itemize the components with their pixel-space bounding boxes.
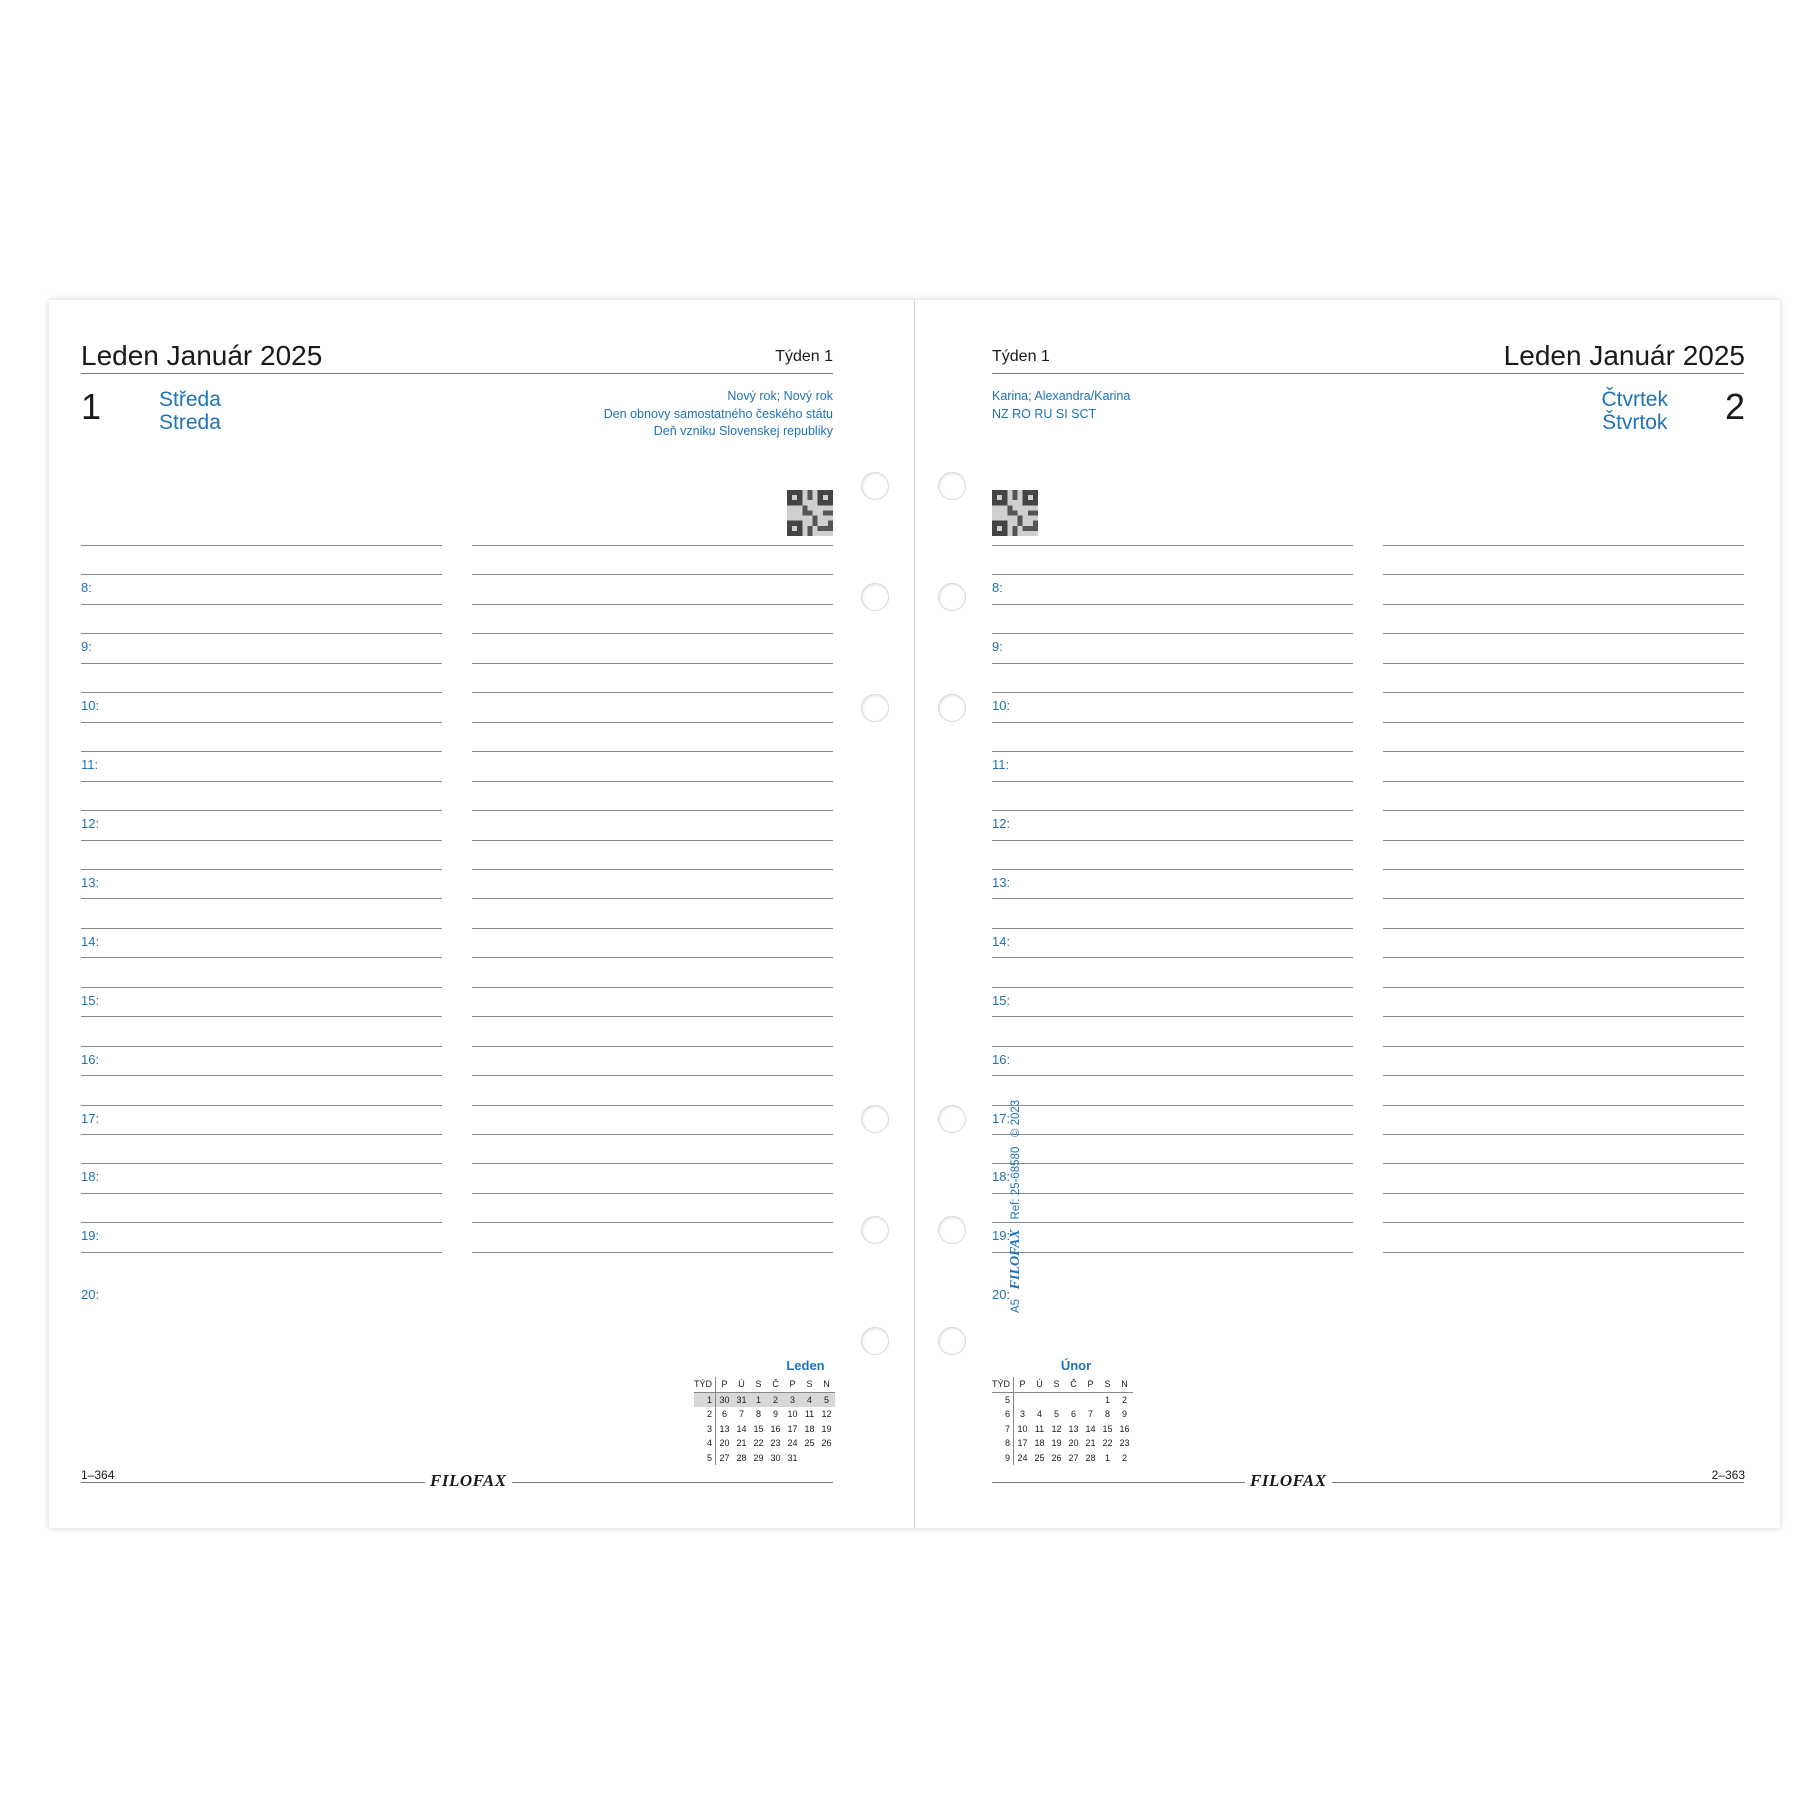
- mini-calendar-day: 21: [1085, 1438, 1096, 1448]
- mini-calendar-day: 1: [750, 1392, 767, 1407]
- mini-calendar-day: 12: [821, 1409, 832, 1419]
- mini-calendar-day: [1082, 1392, 1099, 1407]
- hour-label: 11:: [992, 757, 1010, 773]
- ruled-line: [81, 928, 442, 929]
- ruled-line: [472, 692, 833, 693]
- mini-calendar-week-row: [694, 1451, 835, 1466]
- mini-calendar-day: 5: [818, 1392, 835, 1407]
- ruled-line: [1383, 869, 1744, 870]
- mini-calendar-week-number: 7: [992, 1422, 1014, 1437]
- ruled-line: [1383, 810, 1744, 811]
- hour-label: 13:: [81, 874, 100, 890]
- ruled-line: [992, 1252, 1353, 1253]
- ruled-line: [472, 633, 833, 634]
- binder-hole: [938, 472, 966, 500]
- mini-calendar-day: 14: [736, 1423, 747, 1434]
- mini-calendar-day: [1065, 1392, 1082, 1407]
- ruled-line: [81, 633, 442, 634]
- mini-calendar-day: 14: [1085, 1423, 1096, 1434]
- mini-calendar-week-number: 5: [992, 1392, 1014, 1407]
- mini-calendar-day: 17: [1017, 1438, 1028, 1448]
- ruled-line: [1383, 1163, 1744, 1164]
- ruled-line: [472, 1163, 833, 1164]
- day-number: 1: [81, 386, 102, 427]
- mini-calendar-week-number: 3: [694, 1422, 716, 1437]
- ruled-line: [81, 810, 442, 811]
- mini-calendar-day: 19: [821, 1423, 832, 1434]
- mini-calendar-month: Únor: [1060, 1358, 1092, 1373]
- mini-calendar-week-number: 8: [992, 1436, 1014, 1451]
- ruled-line: [81, 1016, 442, 1017]
- right-page: [915, 300, 1780, 1528]
- mini-calendar-day: 26: [821, 1438, 832, 1448]
- ruled-line: [81, 545, 442, 546]
- mini-calendar-day: 8: [755, 1409, 761, 1419]
- ruled-line: [81, 987, 442, 988]
- hour-label: 12:: [81, 816, 100, 832]
- day-number: 2: [1724, 386, 1745, 427]
- ruled-line: [81, 751, 442, 752]
- ruled-line: [1383, 633, 1744, 634]
- ruled-line: [472, 928, 833, 929]
- hour-label: 15:: [992, 992, 1011, 1008]
- day-name-cz: Středa: [159, 388, 221, 411]
- hour-label: 10:: [81, 698, 100, 714]
- ruled-line: [81, 898, 442, 899]
- hour-label: 14:: [992, 933, 1011, 949]
- mini-calendar-day: 25: [1034, 1452, 1045, 1463]
- ruled-line: [1383, 722, 1744, 723]
- mini-calendar-header: Ú: [733, 1377, 750, 1392]
- ruled-line: [81, 1046, 442, 1047]
- mini-calendar-day: 6: [721, 1409, 727, 1419]
- ruled-line: [1383, 957, 1744, 958]
- mini-calendar-header: S: [1048, 1377, 1065, 1392]
- ruled-line: [81, 840, 442, 841]
- ruled-line: [472, 840, 833, 841]
- mini-calendar-day: 15: [1102, 1423, 1113, 1434]
- mini-calendar-day: 19: [1051, 1438, 1062, 1448]
- mini-calendar-week-row: [992, 1451, 1133, 1466]
- ruled-line: [1383, 1193, 1744, 1194]
- week-label: Týden 1: [775, 348, 833, 365]
- mini-calendar-header: N: [818, 1377, 835, 1392]
- spine-size: A5: [1010, 1298, 1022, 1313]
- binder-hole: [861, 694, 889, 722]
- page-number: 2–363: [1711, 1468, 1745, 1482]
- ruled-line: [992, 1046, 1353, 1047]
- ruled-line: [992, 1222, 1353, 1223]
- mini-calendar-day: 22: [1102, 1438, 1113, 1448]
- brand-logo: FILOFAX: [425, 1471, 512, 1491]
- ruled-line: [992, 663, 1353, 664]
- mini-calendar-day: [801, 1451, 818, 1466]
- name-day-note: NZ RO RU SI SCT: [992, 406, 1097, 421]
- mini-calendar-day: 13: [719, 1423, 730, 1434]
- ruled-line: [472, 1193, 833, 1194]
- month-title: Leden Január 2025: [81, 340, 323, 371]
- ruled-line: [81, 1252, 442, 1253]
- ruled-line: [472, 869, 833, 870]
- spine-ref: Ref: 25-68580: [1010, 1146, 1022, 1220]
- mini-calendar-day: 28: [1085, 1452, 1096, 1463]
- mini-calendar-day: 3: [1019, 1409, 1025, 1419]
- footer-rule: [992, 1482, 1744, 1483]
- ruled-line: [472, 1252, 833, 1253]
- holiday-note: Deň vzniku Slovenskej republiky: [653, 424, 833, 438]
- mini-calendar-week-number: 4: [694, 1436, 716, 1451]
- ruled-line: [1383, 751, 1744, 752]
- qr-code: [992, 490, 1038, 536]
- mini-calendar-week-row: [694, 1422, 835, 1437]
- mini-calendar-day: 30: [770, 1452, 781, 1463]
- ruled-line: [472, 1075, 833, 1076]
- mini-calendar-day: 10: [787, 1409, 798, 1419]
- mini-calendar-week-row: [694, 1436, 835, 1451]
- mini-calendar-day: 31: [733, 1392, 750, 1407]
- mini-calendar-week-row: [992, 1407, 1133, 1422]
- ruled-line: [472, 781, 833, 782]
- ruled-line: [81, 1163, 442, 1164]
- mini-calendar-day: 28: [736, 1452, 747, 1463]
- hour-label: 9:: [992, 639, 1003, 655]
- hour-label: 12:: [992, 816, 1011, 832]
- mini-calendar-day: [818, 1451, 835, 1466]
- mini-calendar-week-row: [694, 1392, 835, 1407]
- mini-calendar-day: 7: [1087, 1409, 1093, 1419]
- qr-code: [787, 490, 833, 536]
- ruled-line: [992, 957, 1353, 958]
- mini-calendar-day: 29: [753, 1452, 764, 1463]
- mini-calendar-day: 21: [736, 1438, 747, 1448]
- mini-calendar-day: 1: [1104, 1452, 1110, 1463]
- hour-label: 14:: [81, 933, 100, 949]
- ruled-line: [1383, 898, 1744, 899]
- mini-calendar-day: 15: [753, 1423, 764, 1434]
- ruled-line: [992, 810, 1353, 811]
- hour-label: 18:: [81, 1169, 100, 1185]
- binder-hole: [861, 583, 889, 611]
- mini-calendar-header: S: [750, 1377, 767, 1392]
- ruled-line: [1383, 1222, 1744, 1223]
- mini-calendar-table: [694, 1377, 835, 1465]
- holiday-note: Den obnovy samostatného českého státu: [603, 406, 833, 421]
- ruled-line: [1383, 604, 1744, 605]
- ruled-line: [81, 692, 442, 693]
- hour-label: 16:: [81, 1051, 100, 1067]
- mini-calendar-day: 3: [784, 1392, 801, 1407]
- ruled-line: [472, 574, 833, 575]
- day-name-sk: Streda: [159, 411, 221, 434]
- mini-calendar-day: [1048, 1392, 1065, 1407]
- mini-calendar-day: 9: [1121, 1409, 1127, 1419]
- mini-calendar-day: 20: [719, 1438, 730, 1448]
- mini-calendar-day: 10: [1017, 1423, 1028, 1434]
- ruled-line: [472, 1134, 833, 1135]
- mini-calendar-day: 18: [804, 1423, 815, 1434]
- mini-calendar-day: 2: [1121, 1452, 1127, 1463]
- ruled-line: [472, 545, 833, 546]
- mini-calendar-header: P: [1082, 1377, 1099, 1392]
- mini-calendar-week-number: 6: [992, 1407, 1014, 1422]
- mini-calendar-week-number: 2: [694, 1407, 716, 1422]
- mini-calendar-header: P: [1014, 1377, 1032, 1392]
- ruled-line: [1383, 692, 1744, 693]
- week-label: Týden 1: [992, 348, 1050, 365]
- header-rule: [992, 373, 1744, 374]
- ruled-line: [992, 722, 1353, 723]
- mini-calendar-header: TÝD: [694, 1377, 716, 1392]
- name-day-notes: [992, 388, 1130, 423]
- name-day-note: Karina; Alexandra/Karina: [992, 389, 1131, 403]
- mini-calendar-day: 27: [719, 1452, 730, 1463]
- hour-label: 11:: [81, 757, 99, 773]
- ruled-line: [992, 898, 1353, 899]
- ruled-line: [81, 957, 442, 958]
- ruled-line: [472, 1016, 833, 1017]
- ruled-line: [472, 957, 833, 958]
- ruled-line: [1383, 928, 1744, 929]
- spine-brand: FILOFAX: [1008, 1229, 1023, 1290]
- mini-calendar-day: 24: [1017, 1452, 1028, 1463]
- mini-calendar-day: 4: [1036, 1409, 1042, 1419]
- binder-hole: [938, 1105, 966, 1133]
- ruled-line: [1383, 1134, 1744, 1135]
- mini-calendar-day: 7: [738, 1409, 744, 1419]
- ruled-line: [992, 1163, 1353, 1164]
- ruled-line: [992, 751, 1353, 752]
- ruled-line: [992, 633, 1353, 634]
- mini-calendar-week-number: 9: [992, 1451, 1014, 1466]
- hour-label: 17:: [81, 1110, 100, 1126]
- mini-calendar-day: 30: [716, 1392, 734, 1407]
- mini-calendar-header: P: [716, 1377, 734, 1392]
- mini-calendar-header: P: [784, 1377, 801, 1392]
- ruled-line: [472, 722, 833, 723]
- mini-calendar-month: Leden: [786, 1358, 825, 1373]
- ruled-line: [992, 692, 1353, 693]
- ruled-line: [81, 1075, 442, 1076]
- binder-hole: [938, 1327, 966, 1355]
- mini-calendar-day: 18: [1034, 1438, 1045, 1448]
- mini-calendar-week-row: [992, 1392, 1133, 1407]
- ruled-line: [472, 1222, 833, 1223]
- mini-calendar-header: Č: [1065, 1377, 1082, 1392]
- ruled-line: [472, 1105, 833, 1106]
- mini-calendar-day: 11: [1034, 1423, 1045, 1434]
- brand-logo: FILOFAX: [1245, 1471, 1332, 1491]
- spine-copyright: © 2023: [1010, 1099, 1022, 1138]
- mini-calendar-week-number: 5: [694, 1451, 716, 1466]
- mini-calendar-header: TÝD: [992, 1377, 1014, 1392]
- ruled-line: [1383, 840, 1744, 841]
- binder-hole: [938, 583, 966, 611]
- mini-calendar-day: 27: [1068, 1452, 1079, 1463]
- hour-label: 19:: [992, 1228, 1011, 1244]
- ruled-line: [992, 987, 1353, 988]
- ruled-line: [472, 810, 833, 811]
- ruled-line: [1383, 1075, 1744, 1076]
- ruled-line: [992, 574, 1353, 575]
- ruled-line: [81, 869, 442, 870]
- spine-imprint: [1008, 1100, 1024, 1313]
- mini-calendar-day: 24: [787, 1438, 798, 1448]
- mini-calendar-table: [992, 1377, 1133, 1465]
- hour-label: 9:: [81, 639, 92, 655]
- hour-label: 17:: [992, 1110, 1011, 1126]
- ruled-line: [81, 574, 442, 575]
- mini-calendar-day: 1: [1104, 1394, 1110, 1405]
- header-rule: [81, 373, 833, 374]
- mini-calendar-day: 26: [1051, 1452, 1062, 1463]
- mini-calendar-header: N: [1116, 1377, 1133, 1392]
- ruled-line: [472, 604, 833, 605]
- ruled-line: [81, 604, 442, 605]
- ruled-line: [992, 840, 1353, 841]
- hour-label: 15:: [81, 992, 100, 1008]
- day-name-sk: Štvrtok: [1602, 411, 1668, 434]
- left-page: [49, 300, 914, 1528]
- ruled-line: [1383, 1046, 1744, 1047]
- binder-hole: [861, 1105, 889, 1133]
- ruled-line: [1383, 1252, 1744, 1253]
- ruled-line: [1383, 574, 1744, 575]
- binder-hole: [938, 694, 966, 722]
- mini-calendar-week-row: [694, 1407, 835, 1422]
- mini-calendar-day: 9: [772, 1409, 778, 1419]
- ruled-line: [1383, 1016, 1744, 1017]
- binder-hole: [938, 1216, 966, 1244]
- ruled-line: [472, 1046, 833, 1047]
- mini-calendar-day: 8: [1104, 1409, 1110, 1419]
- mini-calendar-day: 22: [753, 1438, 764, 1448]
- mini-calendar-day: 11: [804, 1409, 815, 1419]
- ruled-line: [81, 722, 442, 723]
- day-name-cz: Čtvrtek: [1601, 388, 1668, 411]
- mini-calendar-day: 6: [1070, 1409, 1076, 1419]
- hour-label: 20:: [81, 1287, 100, 1303]
- hour-label: 19:: [81, 1228, 100, 1244]
- ruled-line: [81, 1222, 442, 1223]
- ruled-line: [81, 663, 442, 664]
- mini-calendar-day: 23: [1119, 1438, 1130, 1448]
- mini-calendar-day: [1031, 1392, 1048, 1407]
- ruled-line: [81, 781, 442, 782]
- mini-calendar-week-number: 1: [694, 1392, 716, 1407]
- mini-calendar-day: 16: [1119, 1423, 1130, 1434]
- mini-calendar-day: 25: [804, 1438, 815, 1448]
- ruled-line: [992, 1134, 1353, 1135]
- ruled-line: [992, 1075, 1353, 1076]
- ruled-line: [472, 898, 833, 899]
- ruled-line: [992, 545, 1353, 546]
- ruled-line: [992, 1105, 1353, 1106]
- mini-calendar-header: S: [1099, 1377, 1116, 1392]
- mini-calendar-day: 2: [1121, 1394, 1127, 1405]
- ruled-line: [81, 1193, 442, 1194]
- ruled-line: [1383, 987, 1744, 988]
- mini-calendar-day: 31: [787, 1452, 798, 1463]
- binder-hole: [861, 1327, 889, 1355]
- ruled-line: [992, 1193, 1353, 1194]
- binder-hole: [861, 472, 889, 500]
- ruled-line: [472, 751, 833, 752]
- holiday-note: Nový rok; Nový rok: [727, 389, 833, 403]
- hour-label: 10:: [992, 698, 1011, 714]
- mini-calendar-day: 17: [787, 1423, 798, 1434]
- planner-spread: [49, 300, 1780, 1528]
- binder-hole: [861, 1216, 889, 1244]
- ruled-line: [992, 869, 1353, 870]
- day-name: [159, 388, 221, 434]
- mini-calendar-header: Č: [767, 1377, 784, 1392]
- holiday-notes: [604, 388, 833, 441]
- mini-calendar-day: 2: [767, 1392, 784, 1407]
- hour-label: 13:: [992, 874, 1011, 890]
- ruled-line: [992, 1016, 1353, 1017]
- ruled-line: [472, 987, 833, 988]
- hour-label: 8:: [992, 580, 1003, 596]
- ruled-line: [992, 781, 1353, 782]
- mini-calendar-day: 4: [801, 1392, 818, 1407]
- mini-calendar-day: 13: [1068, 1423, 1079, 1434]
- hour-label: 8:: [81, 580, 92, 596]
- mini-calendar-day: 12: [1051, 1423, 1062, 1434]
- ruled-line: [1383, 1105, 1744, 1106]
- mini-calendar-week-row: [992, 1436, 1133, 1451]
- ruled-line: [472, 663, 833, 664]
- mini-calendar-header: Ú: [1031, 1377, 1048, 1392]
- mini-calendar-day: 5: [1053, 1409, 1059, 1419]
- day-name: [1601, 388, 1668, 434]
- mini-calendar-week-row: [992, 1422, 1133, 1437]
- page-number: 1–364: [81, 1468, 115, 1482]
- ruled-line: [1383, 663, 1744, 664]
- mini-calendar-day: 23: [770, 1438, 781, 1448]
- mini-calendar-day: 16: [770, 1423, 781, 1434]
- ruled-line: [992, 928, 1353, 929]
- ruled-line: [992, 604, 1353, 605]
- ruled-line: [81, 1105, 442, 1106]
- ruled-line: [1383, 545, 1744, 546]
- mini-calendar-header: S: [801, 1377, 818, 1392]
- month-title: Leden Január 2025: [1503, 340, 1745, 371]
- hour-label: 16:: [992, 1051, 1011, 1067]
- mini-calendar-day: 20: [1068, 1438, 1079, 1448]
- hour-label: 20:: [992, 1287, 1011, 1303]
- hour-label: 18:: [992, 1169, 1011, 1185]
- ruled-line: [81, 1134, 442, 1135]
- mini-calendar-day: [1014, 1392, 1032, 1407]
- ruled-line: [1383, 781, 1744, 782]
